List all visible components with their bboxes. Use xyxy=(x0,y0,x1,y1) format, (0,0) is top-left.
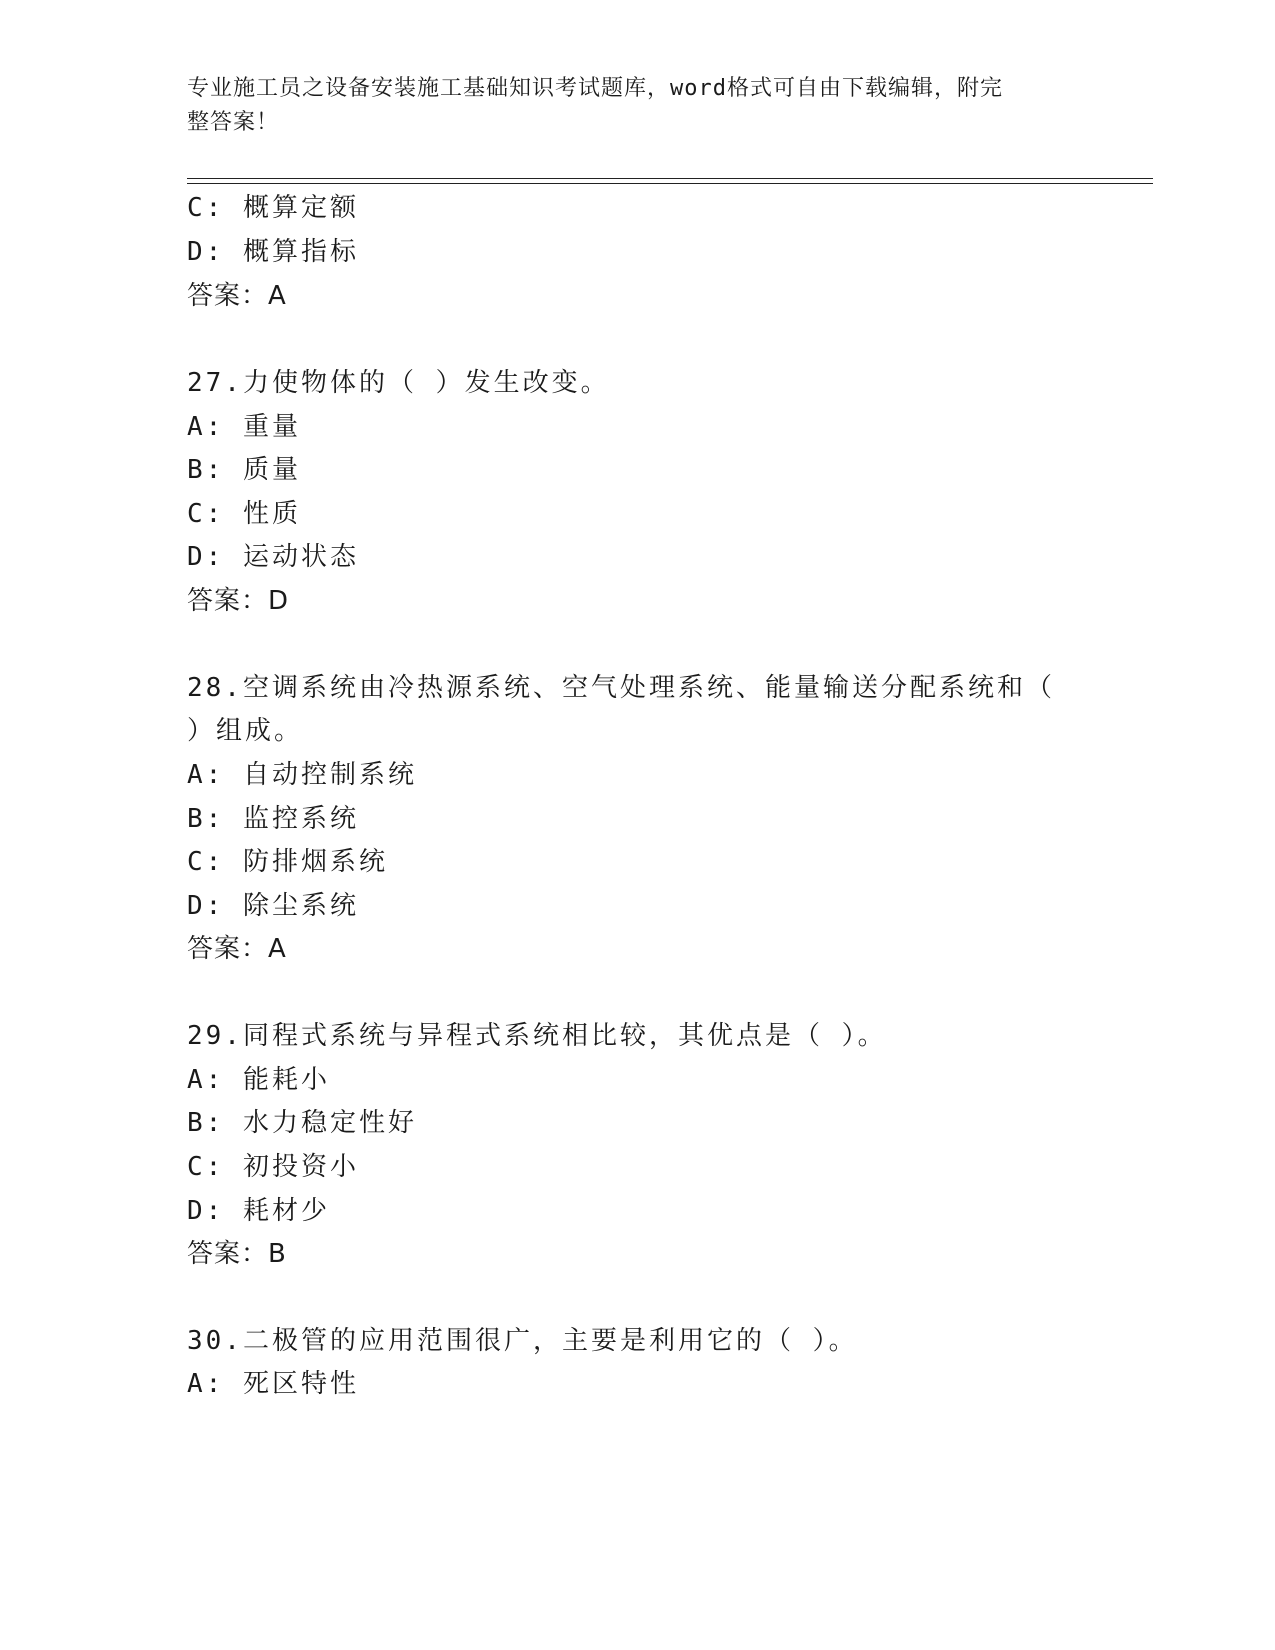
q28-answer: 答案：A xyxy=(187,934,287,964)
q26-option-d: D: 概算指标 xyxy=(187,237,359,267)
q28-option-c: C: 防排烟系统 xyxy=(187,847,388,877)
q29-answer: 答案：B xyxy=(187,1239,287,1269)
q29-stem: 29.同程式系统与异程式系统相比较，其优点是（ ）。 xyxy=(187,1021,887,1051)
q29-option-a: A: 能耗小 xyxy=(187,1065,330,1095)
q28-option-a: A: 自动控制系统 xyxy=(187,760,417,790)
q27-stem: 27.力使物体的（ ）发生改变。 xyxy=(187,368,610,398)
q27-option-b: B: 质量 xyxy=(187,455,301,485)
q27-option-c: C: 性质 xyxy=(187,499,301,529)
header-line-2: 整答案！ xyxy=(187,110,280,135)
q28-stem-line-1: 28.空调系统由冷热源系统、空气处理系统、能量输送分配系统和（ xyxy=(187,673,1055,703)
q27-option-a: A: 重量 xyxy=(187,412,301,442)
q29-option-b: B: 水力稳定性好 xyxy=(187,1108,417,1138)
q26-option-c: C: 概算定额 xyxy=(187,193,359,223)
q27-answer: 答案：D xyxy=(187,586,290,616)
q28-option-d: D: 除尘系统 xyxy=(187,891,359,921)
q29-option-c: C: 初投资小 xyxy=(187,1152,359,1182)
header-divider-bottom xyxy=(187,183,1153,184)
header-line-1: 专业施工员之设备安装施工基础知识考试题库，word格式可自由下载编辑，附完 xyxy=(187,76,1003,101)
q26-answer: 答案：A xyxy=(187,281,287,311)
q30-option-a: A: 死区特性 xyxy=(187,1369,359,1399)
q28-stem-line-2: ）组成。 xyxy=(187,716,304,746)
q28-option-b: B: 监控系统 xyxy=(187,804,359,834)
document-header xyxy=(187,72,1067,140)
q27-option-d: D: 运动状态 xyxy=(187,542,359,572)
q29-option-d: D: 耗材少 xyxy=(187,1196,330,1226)
q30-stem: 30.二极管的应用范围很广，主要是利用它的（ ）。 xyxy=(187,1326,858,1356)
header-divider-top xyxy=(187,178,1153,179)
